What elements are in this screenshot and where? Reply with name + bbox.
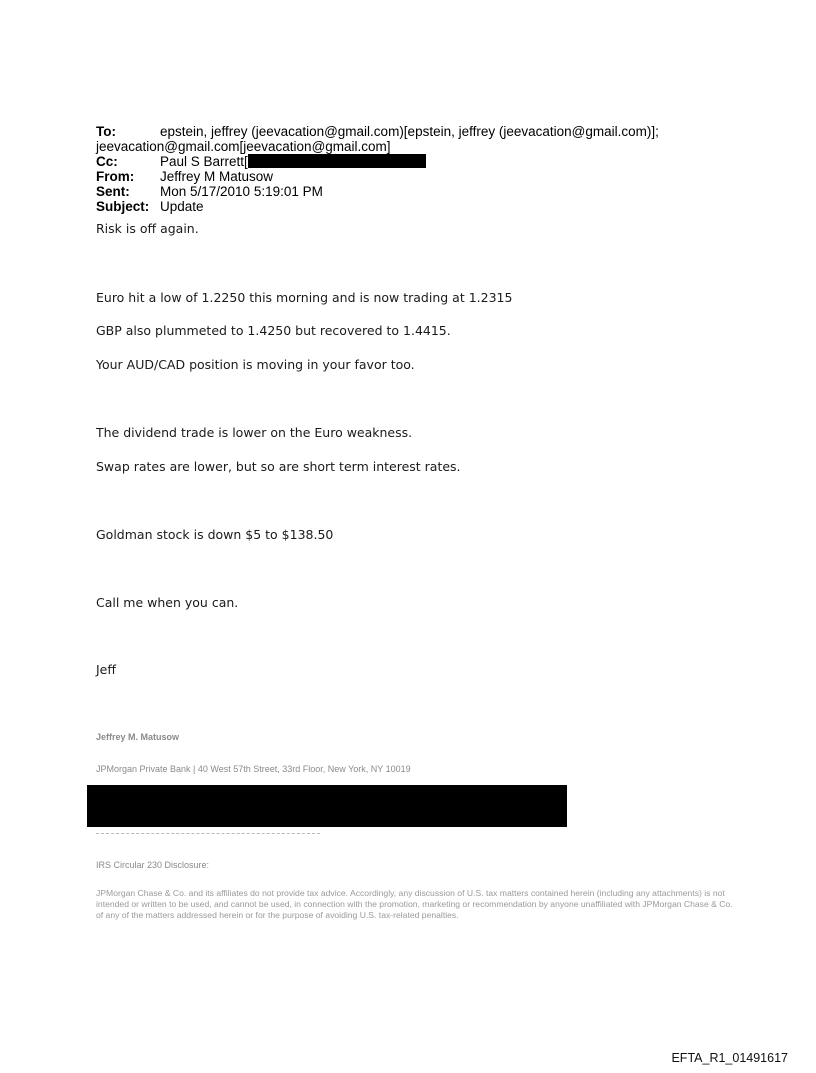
to-value-continued: jeevacation@gmail.com[jeevacation@gmail.com] bbox=[96, 139, 391, 154]
body-line: Risk is off again. bbox=[96, 221, 199, 236]
to-label: To: bbox=[96, 124, 116, 139]
sent-label: Sent: bbox=[96, 184, 130, 199]
subject-value: Update bbox=[160, 199, 204, 214]
document-id: EFTA_R1_01491617 bbox=[671, 1051, 788, 1065]
body-line: Goldman stock is down $5 to $138.50 bbox=[96, 527, 334, 542]
body-line: GBP also plummeted to 1.4250 but recovered to 1.4415. bbox=[96, 323, 451, 338]
from-row bbox=[96, 169, 776, 184]
disclosure-title: IRS Circular 230 Disclosure: bbox=[96, 860, 210, 870]
signature-address: JPMorgan Private Bank | 40 West 57th Street, 33rd Floor, New York, NY 10019 bbox=[96, 764, 411, 774]
signature-name: Jeffrey M. Matusow bbox=[96, 732, 180, 742]
body-line: Your AUD/CAD position is moving in your favor too. bbox=[96, 357, 415, 372]
to-value: epstein, jeffrey (jeevacation@gmail.com)[epstein, jeffrey (jeevacation@gmail.com)]; bbox=[160, 124, 659, 139]
subject-label: Subject: bbox=[96, 199, 150, 214]
body-line: Euro hit a low of 1.2250 this morning and is now trading at 1.2315 bbox=[96, 290, 513, 305]
disclosure-text: JPMorgan Chase & Co. and its affiliates do not provide tax advice. Accordingly, any discussion of U.S. tax matters contained herein (including any attachments) is not intended or written to be used, and cannot be used, in connection with the promotion, marketing or recommendation by anyone unaffiliated with JPMorgan Chase & Co. of any of the matters addressed herein or for the purpose of avoiding U.S. tax-related penalties. bbox=[96, 888, 733, 920]
subject-row bbox=[96, 199, 776, 214]
signature-divider bbox=[96, 833, 320, 834]
cc-redaction bbox=[248, 154, 426, 168]
cc-label: Cc: bbox=[96, 154, 118, 169]
cc-value: Paul S Barrett[ bbox=[160, 154, 248, 169]
from-label: From: bbox=[96, 169, 135, 184]
cc-row bbox=[96, 154, 776, 169]
body-line: Call me when you can. bbox=[96, 595, 239, 610]
sent-value: Mon 5/17/2010 5:19:01 PM bbox=[160, 184, 323, 199]
to-row bbox=[96, 124, 776, 139]
email-header bbox=[96, 124, 776, 214]
sent-row bbox=[96, 184, 776, 199]
from-value: Jeffrey M Matusow bbox=[160, 169, 274, 184]
signature-redaction bbox=[87, 785, 567, 827]
body-line: The dividend trade is lower on the Euro weakness. bbox=[96, 425, 413, 440]
signoff: Jeff bbox=[96, 662, 116, 677]
body-line: Swap rates are lower, but so are short term interest rates. bbox=[96, 459, 461, 474]
